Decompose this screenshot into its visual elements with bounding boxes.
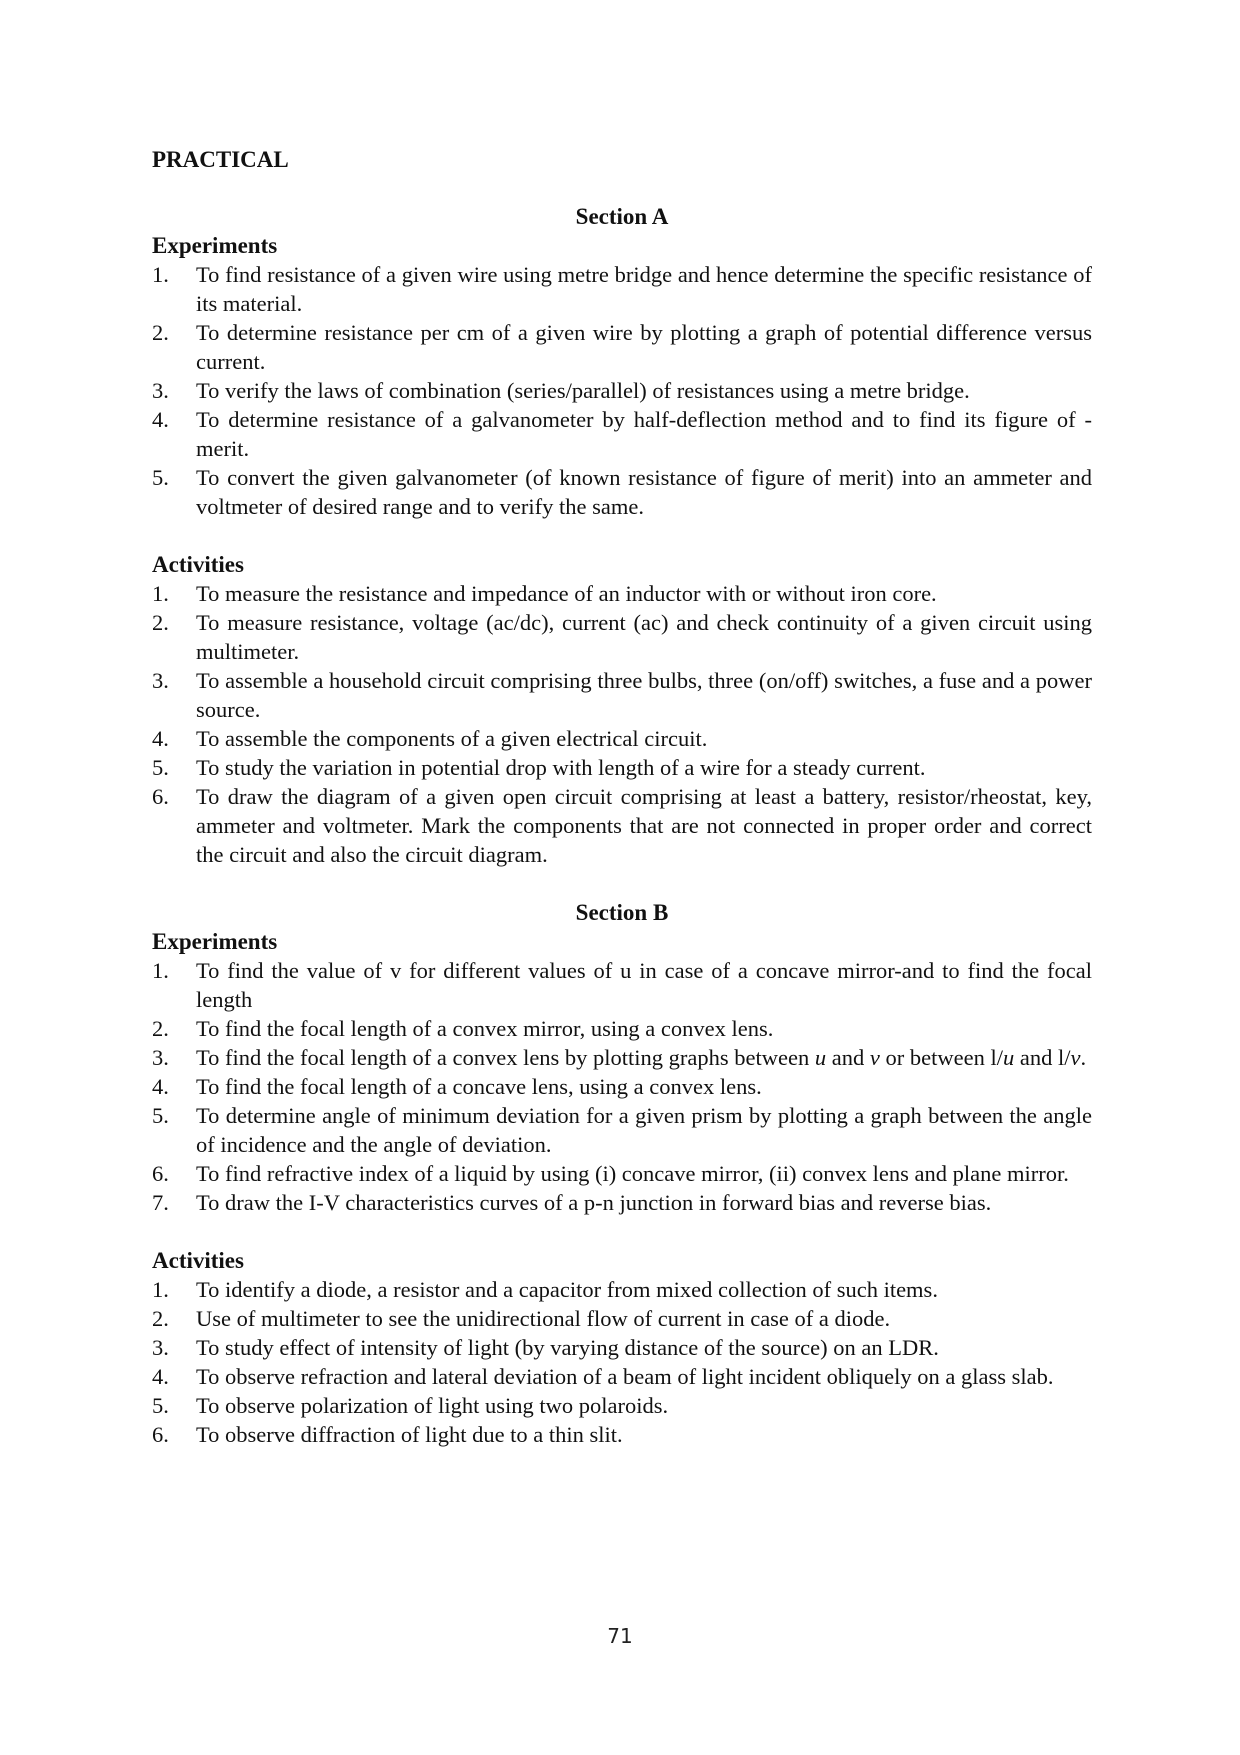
- section-title: Section B: [575, 900, 669, 925]
- item-number: 5.: [152, 755, 169, 780]
- spacer: [152, 869, 1092, 898]
- item-number: 4.: [152, 1074, 169, 1099]
- item-number: 4.: [152, 407, 169, 432]
- item-text: To observe polarization of light using two polaroids.: [196, 1393, 669, 1418]
- list-item: [152, 1391, 1092, 1420]
- list-item: [152, 608, 1092, 666]
- item-number: 6.: [152, 784, 169, 809]
- item-text: To determine angle of minimum deviation for a given prism by plotting a graph between the angle of incidence and the angle of deviation.: [196, 1103, 1092, 1157]
- item-list: [152, 956, 1092, 1217]
- item-text: To measure resistance, voltage (ac/dc), current (ac) and check continuity of a given circuit using multimeter.: [196, 610, 1092, 664]
- group-heading: Activities: [152, 552, 244, 577]
- item-text: To measure the resistance and impedance of an inductor with or without iron core.: [196, 581, 937, 606]
- item-number: 5.: [152, 465, 169, 490]
- list-item: [152, 956, 1092, 1014]
- item-text: To find refractive index of a liquid by using (i) concave mirror, (ii) convex lens and plane mirror.: [196, 1161, 1069, 1186]
- item-number: 6.: [152, 1161, 169, 1186]
- list-item: [152, 1304, 1092, 1333]
- list-item: [152, 405, 1092, 463]
- spacer: [152, 521, 1092, 550]
- item-number: 2.: [152, 1306, 169, 1331]
- item-text: To find the value of v for different values of u in case of a concave mirror-and to find the focal length: [196, 958, 1092, 1012]
- list-item: [152, 1333, 1092, 1362]
- item-number: 1.: [152, 581, 169, 606]
- list-item: [152, 724, 1092, 753]
- item-number: 5.: [152, 1393, 169, 1418]
- item-number: 7.: [152, 1190, 169, 1215]
- item-text: To observe diffraction of light due to a thin slit.: [196, 1422, 623, 1447]
- list-item: [152, 579, 1092, 608]
- item-text: To find the focal length of a concave lens, using a convex lens.: [196, 1074, 762, 1099]
- list-item: [152, 1072, 1092, 1101]
- item-text: To study the variation in potential drop with length of a wire for a steady current.: [196, 755, 926, 780]
- item-text: To find the focal length of a convex lens by plotting graphs between u and v or between l/u and l/v.: [196, 1045, 1087, 1070]
- item-number: 3.: [152, 378, 169, 403]
- item-number: 1.: [152, 1277, 169, 1302]
- item-text: Use of multimeter to see the unidirectional flow of current in case of a diode.: [196, 1306, 891, 1331]
- item-text: To determine resistance of a galvanometer by half-deflection method and to find its figure of - merit.: [196, 407, 1092, 461]
- item-list: [152, 1275, 1092, 1449]
- list-item: [152, 1188, 1092, 1217]
- list-item: [152, 1159, 1092, 1188]
- item-text: To determine resistance per cm of a given wire by plotting a graph of potential difference versus current.: [196, 320, 1092, 374]
- page-number: 71: [607, 1624, 633, 1648]
- list-item: [152, 260, 1092, 318]
- item-number: 5.: [152, 1103, 169, 1128]
- item-number: 1.: [152, 262, 169, 287]
- item-text: To study effect of intensity of light (by varying distance of the source) on an LDR.: [196, 1335, 939, 1360]
- item-text: To convert the given galvanometer (of known resistance of figure of merit) into an ammeter and voltmeter of desired range and to verify the same.: [196, 465, 1092, 519]
- group-heading: Activities: [152, 1248, 244, 1273]
- list-item: [152, 463, 1092, 521]
- item-text: To find the focal length of a convex mirror, using a convex lens.: [196, 1016, 774, 1041]
- list-item: [152, 376, 1092, 405]
- item-number: 4.: [152, 726, 169, 751]
- item-list: [152, 579, 1092, 869]
- list-item: [152, 782, 1092, 869]
- item-text: To draw the I-V characteristics curves of a p-n junction in forward bias and reverse bias.: [196, 1190, 992, 1215]
- list-item: [152, 1014, 1092, 1043]
- page-heading: PRACTICAL: [152, 147, 289, 172]
- list-item: [152, 1101, 1092, 1159]
- list-item: [152, 1420, 1092, 1449]
- spacer: [152, 1217, 1092, 1246]
- item-text: To assemble a household circuit comprising three bulbs, three (on/off) switches, a fuse and a power source.: [196, 668, 1092, 722]
- item-number: 6.: [152, 1422, 169, 1447]
- item-text: To verify the laws of combination (series/parallel) of resistances using a metre bridge.: [196, 378, 970, 403]
- sections-container: [152, 202, 1092, 1449]
- item-number: 4.: [152, 1364, 169, 1389]
- item-text: To identify a diode, a resistor and a capacitor from mixed collection of such items.: [196, 1277, 938, 1302]
- item-number: 2.: [152, 610, 169, 635]
- item-number: 3.: [152, 668, 169, 693]
- list-item: [152, 666, 1092, 724]
- item-number: 1.: [152, 958, 169, 983]
- document-page: [152, 146, 1092, 1449]
- item-number: 2.: [152, 320, 169, 345]
- item-number: 3.: [152, 1335, 169, 1360]
- item-list: [152, 260, 1092, 521]
- item-number: 2.: [152, 1016, 169, 1041]
- list-item: [152, 753, 1092, 782]
- group-heading: Experiments: [152, 233, 278, 258]
- group-heading: Experiments: [152, 929, 278, 954]
- list-item: [152, 318, 1092, 376]
- item-text: To find resistance of a given wire using metre bridge and hence determine the specific resistance of its material.: [196, 262, 1092, 316]
- list-item: [152, 1362, 1092, 1391]
- item-number: 3.: [152, 1045, 169, 1070]
- item-text: To draw the diagram of a given open circuit comprising at least a battery, resistor/rheostat, key, ammeter and voltmeter. Mark the components that are not connected in proper order and correct the circuit and also the circuit diagram.: [196, 784, 1092, 867]
- item-text: To assemble the components of a given electrical circuit.: [196, 726, 708, 751]
- list-item: [152, 1043, 1092, 1072]
- item-text: To observe refraction and lateral deviation of a beam of light incident obliquely on a glass slab.: [196, 1364, 1054, 1389]
- list-item: [152, 1275, 1092, 1304]
- section-title: Section A: [575, 204, 669, 229]
